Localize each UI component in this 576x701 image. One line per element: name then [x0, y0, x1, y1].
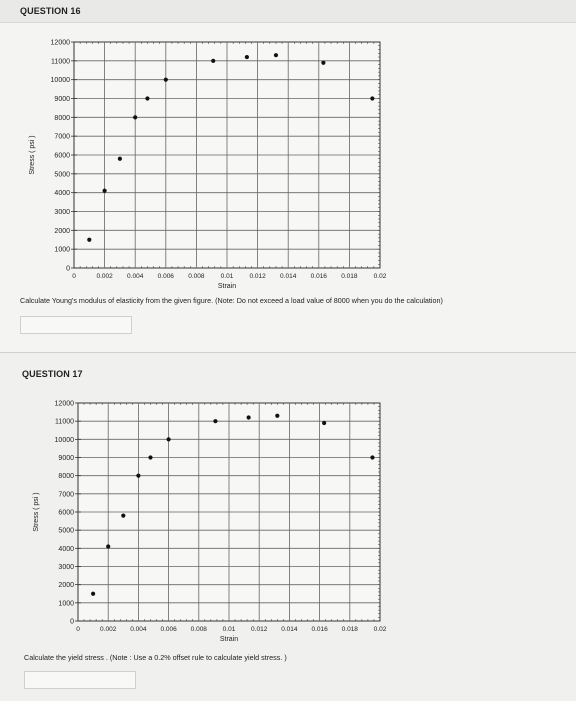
- x-tick-label: 0.006: [160, 626, 177, 633]
- y-tick-label: 8000: [58, 473, 74, 481]
- y-tick-label: 2000: [54, 227, 70, 235]
- x-tick-label: 0.016: [311, 626, 328, 633]
- y-tick-label: 11000: [55, 418, 74, 426]
- data-point: [133, 115, 137, 119]
- y-tick-label: 8000: [54, 114, 70, 122]
- data-point: [148, 455, 152, 459]
- data-point: [322, 421, 326, 425]
- x-tick-label: 0.002: [96, 273, 113, 280]
- x-tick-label: 0.018: [341, 273, 358, 280]
- y-tick-label: 3000: [58, 564, 74, 571]
- answer-input[interactable]: [20, 316, 132, 334]
- data-point: [245, 55, 249, 59]
- data-point: [103, 189, 107, 193]
- answer-input[interactable]: [24, 671, 136, 689]
- question-prompt: Calculate Young's modulus of elasticity from the given figure. (Note: Do not exceed a load value of 8000 when you do the calculation): [20, 296, 443, 305]
- data-point: [370, 96, 374, 100]
- x-tick-label: 0.01: [222, 626, 236, 633]
- y-tick-label: 7000: [54, 133, 70, 141]
- data-point: [87, 238, 91, 242]
- y-tick-label: 5000: [54, 171, 70, 179]
- x-tick-label: 0.004: [130, 626, 147, 633]
- x-tick-label: 0.002: [100, 626, 117, 633]
- data-point: [136, 474, 140, 478]
- x-tick-label: 0.016: [310, 273, 327, 280]
- x-tick-label: 0.018: [341, 626, 358, 633]
- x-tick-label: 0.004: [127, 273, 144, 280]
- y-tick-label: 12000: [54, 400, 74, 408]
- x-axis-label: Strain: [219, 636, 239, 643]
- data-point: [321, 61, 325, 65]
- y-tick-label: 10000: [54, 436, 74, 444]
- y-tick-label: 11000: [51, 58, 70, 66]
- y-tick-label: 12000: [50, 39, 70, 47]
- data-point: [106, 544, 110, 548]
- x-tick-label: 0.01: [220, 273, 234, 280]
- y-tick-label: 0: [66, 265, 70, 273]
- x-tick-label: 0.006: [157, 273, 174, 280]
- y-tick-label: 9000: [58, 455, 74, 462]
- x-tick-label: 0.014: [280, 273, 297, 280]
- data-point: [275, 414, 279, 418]
- data-point: [370, 455, 374, 459]
- y-tick-label: 6000: [54, 152, 70, 160]
- chart-svg: [24, 32, 387, 302]
- data-point: [211, 59, 215, 63]
- x-tick-label: 0.02: [373, 273, 387, 280]
- x-tick-label: 0: [76, 626, 80, 633]
- y-tick-label: 7000: [58, 491, 74, 499]
- y-axis-label: Stress ( psi ): [29, 135, 36, 175]
- data-point: [121, 514, 125, 518]
- data-point: [164, 78, 168, 82]
- x-tick-label: 0.008: [190, 626, 207, 633]
- data-point: [167, 437, 171, 441]
- stress-strain-chart: [24, 32, 387, 302]
- y-tick-label: 5000: [58, 527, 74, 535]
- data-point: [118, 157, 122, 161]
- y-tick-label: 3000: [54, 209, 70, 216]
- data-point: [91, 592, 95, 596]
- data-point: [145, 96, 149, 100]
- x-tick-label: 0: [72, 273, 76, 280]
- data-point: [274, 53, 278, 57]
- y-tick-label: 4000: [54, 190, 70, 198]
- question-17-block: [0, 352, 576, 701]
- y-tick-label: 0: [70, 618, 74, 626]
- y-axis-label: Stress ( psi ): [33, 492, 40, 532]
- x-tick-label: 0.012: [251, 626, 268, 633]
- stress-strain-chart: [26, 393, 386, 653]
- y-tick-label: 9000: [54, 96, 70, 103]
- x-axis-label: Strain: [217, 283, 237, 290]
- data-point: [213, 419, 217, 423]
- y-tick-label: 1000: [58, 600, 74, 608]
- question-prompt: Calculate the yield stress . (Note : Use a 0.2% offset rule to calculate yield stress. ): [24, 653, 287, 662]
- x-tick-label: 0.014: [281, 626, 298, 633]
- y-tick-label: 10000: [50, 77, 70, 85]
- question-title: QUESTION 17: [22, 369, 83, 379]
- data-point: [247, 415, 251, 419]
- y-tick-label: 4000: [58, 545, 74, 553]
- question-title: QUESTION 16: [20, 6, 81, 16]
- x-tick-label: 0.02: [373, 626, 387, 633]
- x-tick-label: 0.008: [188, 273, 205, 280]
- question-header: [0, 0, 576, 23]
- y-tick-label: 6000: [58, 509, 74, 517]
- y-tick-label: 1000: [54, 246, 70, 254]
- y-tick-label: 2000: [58, 582, 74, 590]
- x-tick-label: 0.012: [249, 273, 266, 280]
- chart-svg: [26, 393, 386, 653]
